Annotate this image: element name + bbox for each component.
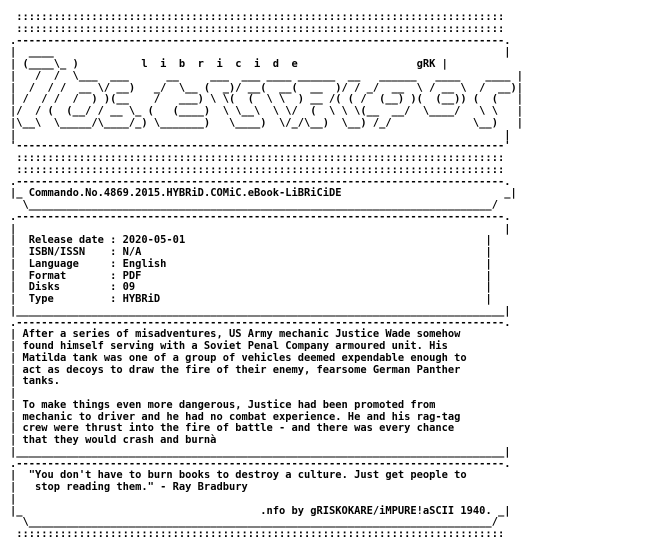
info-label-disks: Disks — [28, 281, 61, 294]
description-p2-line-1: To make things even more dangerous, Justice had been promoted from — [22, 398, 436, 411]
info-value-language: English — [122, 257, 167, 270]
description-p1-line-3: Matilda tank was one of a group of vehicles deemed expendable enough to — [22, 351, 467, 364]
info-value-type: HYBRiD — [122, 293, 161, 305]
info-value-disks: 09 — [122, 281, 136, 294]
info-label-release-date: Release date — [28, 234, 104, 247]
info-value-format: PDF — [122, 269, 142, 282]
description-p2-line-3: crew were thrust into the fire of battle - and there was every chance — [22, 422, 455, 435]
release-title: Commando.No.4869.2015.HYBRiD.COMiC.eBook-LiBRiCiDE — [28, 187, 342, 200]
info-label-type: Type — [28, 293, 54, 305]
top-border-dots: :::::::::::::::::::::::::::::::::::::::::::::::::::::::::::::::::::::::::::::: :::::::::::::::::::::::::::::::::::::::::::::::::::::::::::::::::::::::::::::: — [16, 11, 505, 35]
info-value-release-date: 2020-05-01 — [122, 234, 186, 247]
info-label-format: Format — [28, 269, 67, 282]
banner-art: .------------------------------------------------------------------------------. | ____ | | (____\_ ) l i b r i c i d e gRK | | / / \___ ___ __ ___ ___ ____ ______ __ ______ ____ ____ | | / / / __ \/ __) _/ \__ ( _)/ __( __( __ )/ / _/ __ \ / __ \ / __)| | / / / / ) )(__ / ___) \ \( ( \ \ ) __ /( ( / (__) )( (__)) ( ( | |/ / ( (__/ / __ \_ ( (____) \ \__\ \ \/ ( \ \ \(__ __/ \____/ \ \ | |\__\ \_____/\____/_) \_______) \____) \/_/\__) \__) /_/ \__) | | | '------------------------------------------------------------------------------' — [10, 34, 523, 153]
quote-line-2: stop reading them." - Ray Bradbury — [35, 481, 248, 493]
description-p1-line-1: After a series of misadventures, US Army mechanic Justice Wade somehow — [22, 328, 461, 341]
description-p2-line-4: that they would crash and burnà — [22, 434, 217, 446]
description-p2-line-2: mechanic to driver and he had no combat experience. He and his rag-tag — [22, 410, 461, 423]
quote-line-1: "You don't have to burn books to destroy a culture. Just get people to — [28, 469, 467, 482]
info-value-isbn: N/A — [122, 246, 142, 258]
group-tag: gRK — [416, 58, 436, 70]
nfo-document: :::::::::::::::::::::::::::::::::::::::::::::::::::::::::::::::::::::::::::::: :::::::::::::::::::::::::::::::::::::::::::::::::::::::::::::::::::::::::::::: .------------------------------------------------------------------------------. | ____ | | (____\_ ) l i b r i c i d e gRK | | / / \___ ___ __ ___ ___ ____ ______ __ ______ ____ ____ | | / / / __ \/ __) _/ \__ ( _)/ __( __( __ )/ / _/ __ \ / __ \ / __)| | / / / / ) )(__ / ___) \ \( ( \ \ ) __ /( ( / (__) )( (__)) ( ( | |/ / ( (__/ / __ \_ ( (____) \ \__\ \ \/ ( \ \ \(__ __/ \____/ \ \ | |\__\ \_____/\____/_) \_______) \____) \/_/\__) \__) /_/ \__) | | | '------------------------------------------------------------------------------' :::::::::::::::::::::::::::::::::::::::::::::::::::::::::::::::::::::::::::::: :::::::::::::::::::::::::::::::::::::::::::::::::::::::::::::::::::::::::::::: .------------------------------------------------------------------------------. |_ Commando.No.4869.2015.HYBRiD.COMiC.eBook-LiBRiCiDE _| \__________________________________________________________________________/ .------------------------------------------------------------------------------. | | | Release date : 2020-05-01 | | ISBN/ISSN : N/A | | Language : English | | Format : PDF | | Disks : 09 | | Type : HYBRiD | |______________________________________________________________________________| .------------------------------------------------------------------------------. | After a series of misadventures, US Army mechanic Justice Wade somehow | found himself serving with a Soviet Penal Company armoured unit. His | Matilda tank was one of a group of vehicles deemed expendable enough to | act as decoys to draw the fire of their enemy, fearsome German Panther | tanks. | | To make things even more dangerous, Justice had been promoted from | mechanic to driver and he had no combat experience. He and his rag-tag | crew were thrust into the fire of battle - and there was every chance | that they would crash and burnà |______________________________________________________________________________| .------------------------------------------------------------------------------. | "You don't have to burn books to destroy a culture. Just get people to | stop reading them." - Ray Bradbury | |_ .nfo by gRISKOKARE/iMPURE!aSCII 1940. _| \__________________________________________________________________________/ :::::::::::::::::::::::::::::::::::::::::::::::::::::::::::::::::::::::::::::: — [10, 11, 523, 540]
info-label-language: Language — [28, 257, 79, 270]
info-label-isbn: ISBN/ISSN — [28, 246, 86, 258]
banner-spaced-title: l i b r i c i d e — [141, 58, 298, 70]
description-p1-line-5: tanks. — [22, 375, 61, 388]
description-p1-line-4: act as decoys to draw the fire of their enemy, fearsome German Panther — [22, 363, 461, 376]
bottom-border-dots: :::::::::::::::::::::::::::::::::::::::::::::::::::::::::::::::::::::::::::::: — [10, 528, 505, 540]
description-p1-line-2: found himself serving with a Soviet Penal Company armoured unit. His — [22, 340, 448, 352]
footer-credit: .nfo by gRISKOKARE/iMPURE!aSCII 1940. — [260, 504, 492, 517]
mid-border-dots: :::::::::::::::::::::::::::::::::::::::::::::::::::::::::::::::::::::::::::::: :::::::::::::::::::::::::::::::::::::::::::::::::::::::::::::::::::::::::::::: — [16, 152, 505, 176]
